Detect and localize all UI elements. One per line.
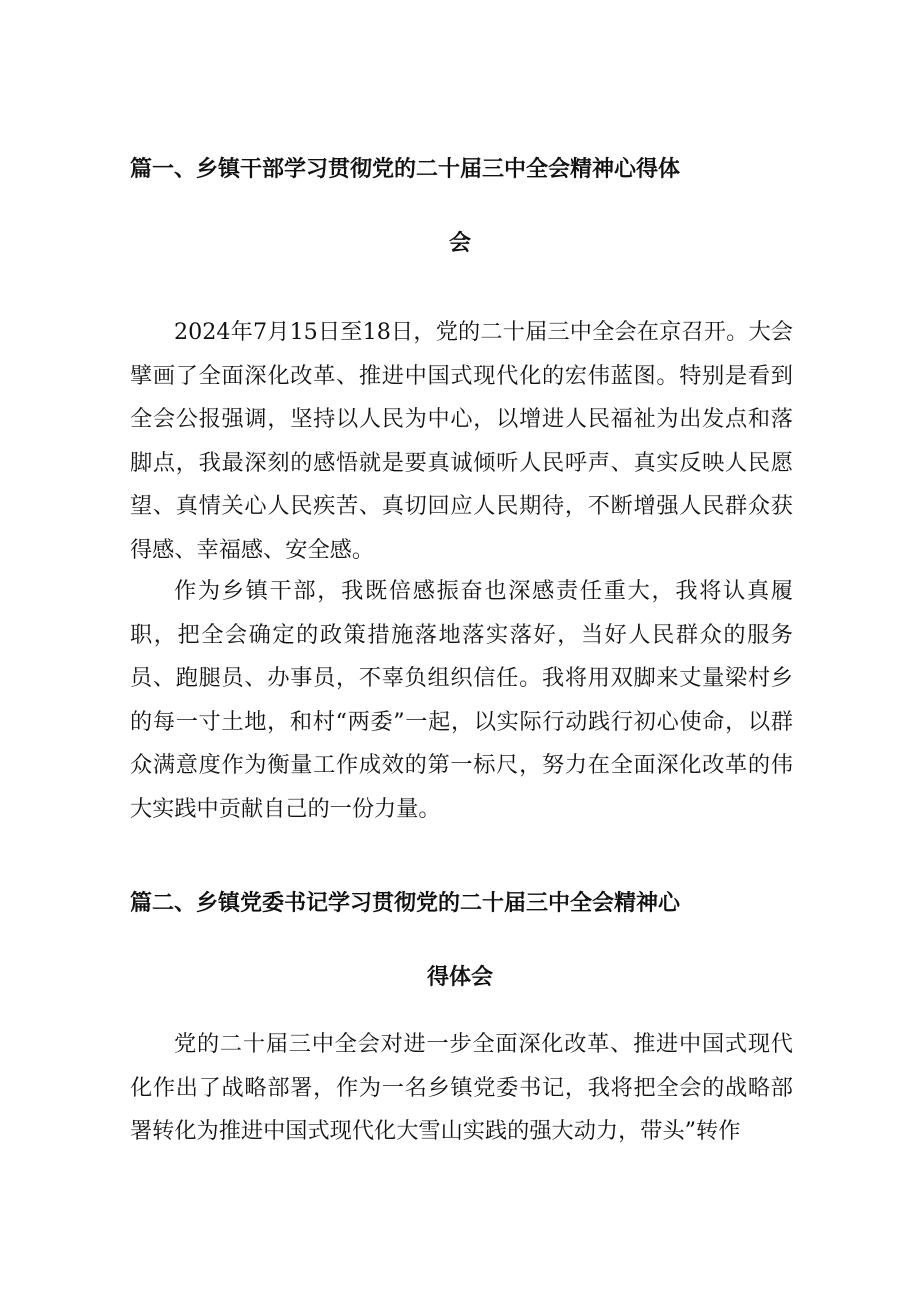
section-2-paragraph-1: 党的二十届三中全会对进一步全面深化改革、推进中国式现代化作出了战略部署，作为一名乡镇党委书记，我将把全会的战略部署转化为推进中国式现代化大雪山实践的强大动力，带头”转作: [130, 1031, 793, 1145]
section-1-paragraph-1: 2024年7月15日至18日，党的二十届三中全会在京召开。大会擘画了全面深化改革、推进中国式现代化的宏伟蓝图。特别是看到全会公报强调，坚持以人民为中心，以增进人民福祉为出发点和落脚点，我最深刻的感悟就是要真诚倾听人民呼声、真实反映人民愿望、真情关心人民疾苦、真切回应人民期待，不断增强人民群众获得感、幸福感、安全感。: [130, 319, 793, 563]
section-1-title-line-1: 篇一、乡镇干部学习贯彻党的二十届三中全会精神心得体: [130, 157, 681, 182]
section-1-title-line-2: 会: [448, 231, 471, 256]
section-2-title: [130, 887, 790, 995]
section-2-title-line-1: 篇二、乡镇党委书记学习贯彻党的二十届三中全会精神心: [130, 891, 681, 916]
section-1-title: [130, 153, 790, 261]
section-2-title-line-2: 得体会: [426, 965, 493, 990]
section-1-paragraph-2: 作为乡镇干部，我既倍感振奋也深感责任重大，我将认真履职，把全会确定的政策措施落地落实落好，当好人民群众的服务员、跑腿员、办事员，不辜负组织信任。我将用双脚来丈量梁村乡的每一寸土地，和村“两委”一起，以实际行动践行初心使命，以群众满意度作为衡量工作成效的第一标尺，努力在全面深化改革的伟大实践中贡献自己的一份力量。: [130, 578, 793, 822]
